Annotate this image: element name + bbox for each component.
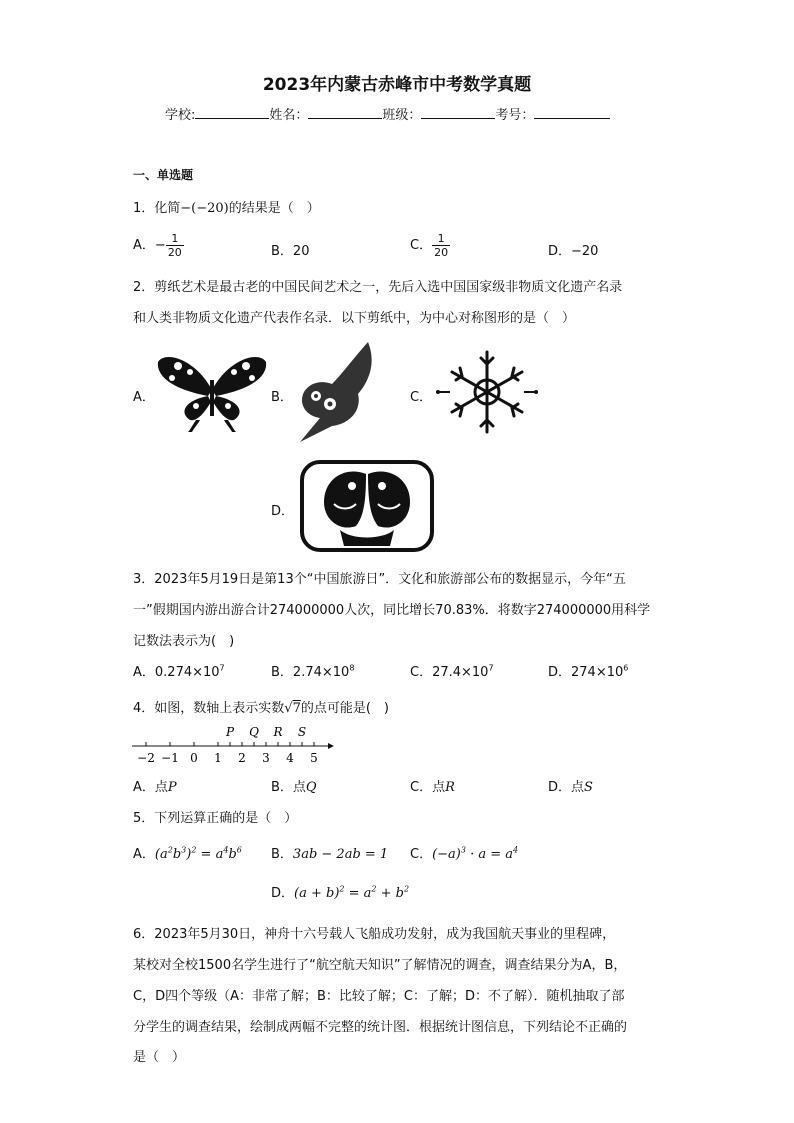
section-heading: 一、单选题	[133, 168, 194, 182]
q3-c-exp: 7	[488, 663, 494, 673]
q6-line-4: 分学生的调查结果，绘制成两幅不完整的统计图．根据统计图信息，下列结论不正确的	[133, 1020, 628, 1035]
q5-option-c[interactable]	[410, 843, 518, 862]
axis-point-label: Q	[249, 725, 259, 739]
q3-line-3: 记数法表示为( )	[133, 634, 235, 649]
q5-a-expr: $(a^2b^3)^2 = a^4b^6$	[154, 845, 242, 862]
q1-c-den: 20	[434, 246, 449, 259]
name-blank[interactable]	[308, 106, 382, 119]
q5-d-label: D．	[271, 886, 295, 901]
q4-option-d[interactable]	[548, 776, 593, 795]
q6-line-3: C，D四个等级（A：非常了解；B：比较了解；C：了解；D：不了解）．随机抽取了部	[133, 989, 625, 1004]
q5-c-label: C．	[410, 847, 433, 862]
q2-option-b[interactable]: B．	[271, 390, 293, 405]
q6-line-2: 某校对全校1500名学生进行了“航空航天知识”了解情况的调查，调查结果分为A，B，	[133, 958, 627, 973]
swallow-papercut-image	[292, 340, 392, 444]
q3-line-1: 3．2023年5月19日是第13个“中国旅游日”．文化和旅游部公布的数据显示，今年“五	[133, 572, 626, 587]
axis-tick-label: 5	[310, 751, 318, 765]
q1-a-label: A．	[133, 238, 155, 253]
q1-a-sign: −	[154, 238, 166, 253]
axis-point-label: R	[273, 725, 283, 739]
q4-option-a[interactable]	[133, 776, 177, 795]
q4-d-text: D．点	[548, 780, 585, 795]
axis-tick-label: 2	[238, 751, 246, 765]
q4-sqrt: √7	[284, 701, 301, 716]
q1-c-label: C．	[410, 238, 433, 253]
q5-d-expr: $(a + b)^2 = a^2 + b^2$	[294, 884, 410, 901]
page-title: 2023年内蒙古赤峰市中考数学真题	[262, 75, 532, 95]
axis-tick-label: 4	[286, 751, 294, 765]
q4-a-var: P	[167, 780, 177, 795]
q1-c-num: 1	[432, 232, 450, 246]
q3-line-2: 一”假期国内游出游合计274000000人次，同比增长70.83%．将数字274000000用科学	[133, 603, 651, 618]
q1-a-den: 20	[167, 246, 182, 259]
q4-a-text: A．点	[133, 780, 168, 795]
class-blank[interactable]	[421, 106, 495, 119]
q5-option-b[interactable]	[271, 843, 388, 862]
q4-stem-tail: 的点可能是( )	[300, 701, 390, 716]
name-label: 姓名：	[269, 108, 309, 123]
q2-option-d[interactable]: D．	[271, 504, 295, 519]
q3-d-exp: 6	[623, 663, 629, 673]
axis-tick-label: 1	[214, 751, 222, 765]
q1-stem-text: 1．化简	[133, 201, 181, 216]
q1-c-fraction	[432, 232, 450, 259]
q4-b-text: B．点	[271, 780, 306, 795]
q4-stem	[133, 697, 389, 716]
q3-d-text: D．274×10	[548, 665, 624, 680]
axis-point-label: P	[225, 725, 235, 739]
q1-stem-tail: 的结果是（ ）	[228, 201, 320, 216]
q4-b-var: Q	[305, 780, 317, 795]
q3-a-exp: 7	[219, 663, 225, 673]
q5-a-label: A．	[133, 847, 155, 862]
q3-a-text: A．0.274×10	[133, 665, 220, 680]
q3-b-exp: 8	[349, 663, 355, 673]
q3-option-d[interactable]	[548, 661, 628, 680]
q1-option-b[interactable]: B．20	[271, 244, 310, 259]
q5-b-expr: 3ab − 2ab = 1	[292, 847, 389, 862]
q5-c-expr: $(-a)^3 \cdot a = a^4$	[432, 845, 519, 862]
q4-option-b[interactable]	[271, 776, 317, 795]
exam-no-blank[interactable]	[534, 106, 610, 119]
school-label: 学校:	[165, 108, 196, 123]
q4-option-c[interactable]	[410, 776, 455, 795]
arrow-right-icon	[328, 743, 334, 749]
q4-c-var: R	[445, 780, 455, 795]
school-blank[interactable]	[195, 106, 269, 119]
number-line-figure	[130, 722, 340, 768]
q3-c-text: C．27.4×10	[410, 665, 489, 680]
axis-point-label: S	[297, 725, 307, 739]
q1-expression: −(−20)	[180, 201, 229, 216]
q2-option-a[interactable]: A．	[133, 390, 155, 405]
q1-a-fraction	[166, 232, 184, 259]
q4-radicand: 7	[292, 701, 301, 716]
q4-stem-text: 4．如图，数轴上表示实数	[133, 701, 285, 716]
q1-option-c[interactable]	[410, 232, 450, 259]
q5-option-d[interactable]	[271, 882, 409, 901]
axis-tick-label: −2	[137, 751, 155, 765]
q6-line-1: 6．2023年5月30日，神舟十六号载人飞船成功发射，成为我国航天事业的里程碑，	[133, 927, 616, 942]
butterfly-papercut-image	[156, 350, 268, 432]
exam-no-label: 考号：	[495, 108, 535, 123]
q3-option-a[interactable]	[133, 661, 225, 680]
q2-line-2: 和人类非物质文化遗产代表作名录．以下剪纸中，为中心对称图形的是（ ）	[133, 311, 576, 326]
class-label: 班级：	[382, 108, 422, 123]
axis-tick-label: 0	[190, 751, 198, 765]
q5-stem: 5．下列运算正确的是（ ）	[133, 811, 298, 826]
q1-option-d[interactable]: D．−20	[548, 244, 599, 259]
axis-tick-label: −1	[161, 751, 179, 765]
axis-tick-label: 3	[262, 751, 270, 765]
q1-a-num: 1	[166, 232, 184, 246]
q3-option-b[interactable]	[271, 661, 354, 680]
q2-line-1: 2．剪纸艺术是最古老的中国民间艺术之一，先后入选中国国家级非物质文化遗产名录	[133, 280, 623, 295]
q4-d-var: S	[584, 780, 593, 795]
q1-option-a[interactable]	[133, 232, 184, 259]
q4-c-text: C．点	[410, 780, 446, 795]
q5-option-a[interactable]	[133, 843, 242, 862]
student-info-line	[165, 104, 610, 123]
fish-papercut-image	[300, 460, 434, 552]
q5-b-label: B．	[271, 847, 293, 862]
q3-b-text: B．2.74×10	[271, 665, 350, 680]
q2-option-c[interactable]: C．	[410, 390, 433, 405]
q1-stem	[133, 197, 320, 216]
snowflake-papercut-image	[436, 346, 538, 438]
q6-line-5: 是（ ）	[133, 1050, 186, 1065]
q3-option-c[interactable]	[410, 661, 494, 680]
